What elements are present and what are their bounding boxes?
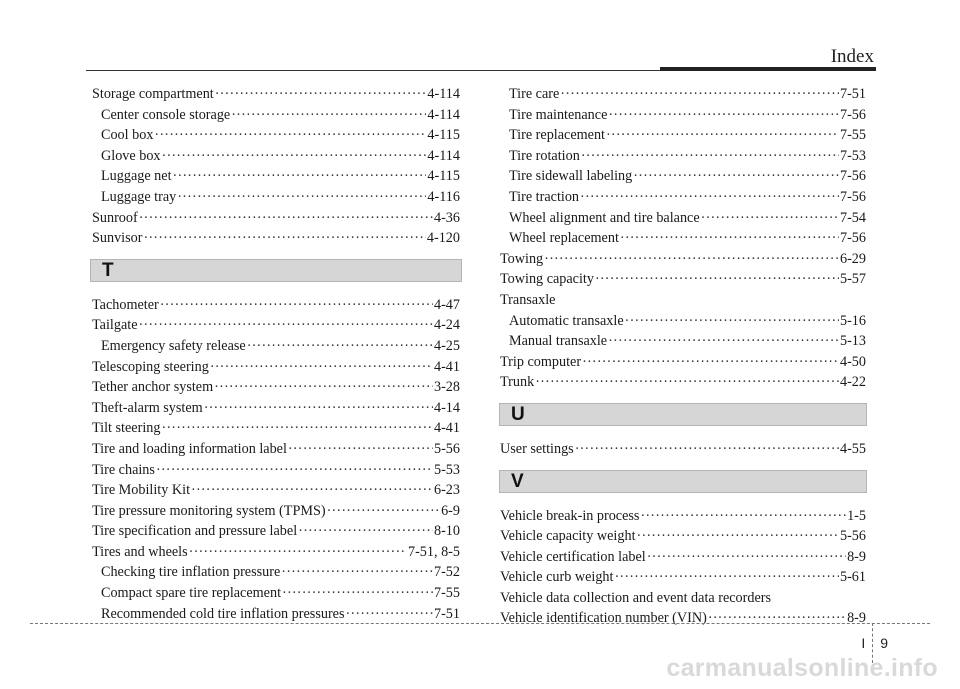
entry-page-ref: 4-22 bbox=[839, 374, 866, 391]
dot-leader bbox=[214, 377, 433, 398]
dot-leader bbox=[582, 352, 839, 373]
dot-leader bbox=[614, 567, 839, 588]
entry-label: Tire care bbox=[509, 86, 560, 102]
entry-label: Checking tire inflation pressure bbox=[101, 564, 281, 581]
entry-label: Tire replacement bbox=[509, 127, 605, 144]
dot-leader bbox=[560, 84, 839, 105]
entry-page-ref: 4-115 bbox=[427, 168, 460, 185]
index-subentry bbox=[500, 146, 866, 167]
dot-leader bbox=[620, 228, 839, 249]
dot-leader bbox=[143, 228, 425, 249]
entry-label: Tire sidewall labeling bbox=[509, 168, 633, 185]
index-entry bbox=[500, 608, 866, 629]
dot-leader bbox=[139, 208, 433, 229]
index-subentry bbox=[500, 208, 866, 229]
index-entry bbox=[92, 208, 460, 229]
dot-leader bbox=[345, 604, 433, 625]
index-entry bbox=[500, 547, 866, 568]
dot-leader bbox=[189, 542, 407, 563]
entry-label: Wheel alignment and tire balance bbox=[509, 209, 700, 226]
entry-label: Tether anchor system bbox=[92, 379, 214, 396]
dot-leader bbox=[191, 480, 433, 501]
entry-page-ref: 6-29 bbox=[839, 250, 866, 267]
entry-label: Vehicle data collection and event data recorders bbox=[500, 589, 772, 606]
entry-page-ref: 6-23 bbox=[433, 482, 460, 499]
dot-leader bbox=[701, 208, 839, 229]
entry-page-ref: 5-56 bbox=[433, 440, 460, 457]
entry-group-t-continued bbox=[500, 84, 866, 393]
index-entry bbox=[500, 249, 866, 270]
entry-label: Manual transaxle bbox=[509, 333, 608, 350]
dot-leader bbox=[162, 146, 427, 167]
entry-group-s bbox=[92, 84, 460, 249]
entry-page-ref: 4-14 bbox=[433, 399, 460, 416]
index-subentry bbox=[92, 187, 460, 208]
entry-label: Tailgate bbox=[92, 317, 138, 334]
entry-page-ref: 4-116 bbox=[427, 188, 460, 205]
entry-label: Towing capacity bbox=[500, 271, 594, 288]
dot-leader bbox=[288, 439, 433, 460]
entry-page-ref: 4-36 bbox=[433, 209, 460, 226]
index-entry bbox=[92, 357, 460, 378]
entry-label: Vehicle break-in process bbox=[500, 507, 640, 524]
dot-leader bbox=[535, 372, 839, 393]
dot-leader bbox=[606, 125, 839, 146]
index-subentry bbox=[92, 125, 460, 146]
entry-label: Tire maintenance bbox=[509, 106, 608, 123]
index-subentry bbox=[92, 146, 460, 167]
entry-page-ref: 7-54 bbox=[839, 209, 866, 226]
dot-leader bbox=[647, 547, 846, 568]
entry-label: User settings bbox=[500, 440, 574, 457]
entry-page-ref: 5-13 bbox=[839, 333, 866, 350]
watermark: carmanualsonline.info bbox=[666, 654, 938, 682]
entry-page-ref: 7-56 bbox=[839, 106, 866, 123]
dot-leader bbox=[544, 249, 839, 270]
entry-page-ref: 1-5 bbox=[847, 507, 866, 524]
entry-label: Tire chains bbox=[92, 461, 155, 478]
entry-page-ref: 7-56 bbox=[839, 230, 866, 247]
dot-leader bbox=[204, 398, 433, 419]
page-header-title: Index bbox=[830, 46, 874, 67]
page-number-value: 9 bbox=[880, 635, 888, 651]
index-entry bbox=[500, 567, 866, 588]
dot-leader bbox=[247, 336, 433, 357]
entry-page-ref: 4-114 bbox=[427, 86, 460, 102]
dot-leader bbox=[637, 526, 839, 547]
dot-leader bbox=[231, 105, 426, 126]
index-entry bbox=[92, 228, 460, 249]
dot-leader bbox=[575, 439, 839, 460]
entry-page-ref: 8-9 bbox=[847, 610, 866, 627]
dot-leader bbox=[580, 187, 839, 208]
entry-label: Vehicle identification number (VIN) bbox=[500, 610, 707, 627]
entry-group-v bbox=[500, 506, 866, 630]
entry-page-ref: 4-120 bbox=[426, 230, 460, 247]
entry-page-ref: 4-114 bbox=[427, 147, 460, 164]
index-entry bbox=[92, 501, 460, 522]
entry-page-ref: 4-24 bbox=[433, 317, 460, 334]
index-entry bbox=[500, 588, 866, 609]
entry-page-ref: 7-53 bbox=[839, 147, 866, 164]
entry-group-t bbox=[92, 295, 460, 625]
entry-label: Tire rotation bbox=[509, 147, 580, 164]
dot-leader bbox=[173, 166, 427, 187]
dot-leader bbox=[161, 418, 433, 439]
entry-label: Trip computer bbox=[500, 353, 582, 370]
entry-label: Vehicle certification label bbox=[500, 548, 646, 565]
entry-page-ref: 7-55 bbox=[839, 127, 866, 144]
footer-dashed-rule bbox=[30, 623, 930, 624]
dot-leader bbox=[633, 166, 839, 187]
entry-label: Tire Mobility Kit bbox=[92, 482, 191, 499]
entry-page-ref: 4-41 bbox=[433, 420, 460, 437]
entry-label: Cool box bbox=[101, 127, 154, 144]
entry-page-ref: 7-51, 8-5 bbox=[407, 543, 460, 560]
dot-leader bbox=[595, 269, 839, 290]
index-entry bbox=[500, 352, 866, 373]
index-entry bbox=[92, 377, 460, 398]
entry-label: Wheel replacement bbox=[509, 230, 619, 247]
entry-label: Sunvisor bbox=[92, 230, 143, 247]
entry-page-ref: 4-114 bbox=[427, 106, 460, 123]
index-subentry bbox=[500, 228, 866, 249]
index-subentry bbox=[500, 125, 866, 146]
index-subentry bbox=[92, 583, 460, 604]
index-entry bbox=[92, 398, 460, 419]
index-entry bbox=[500, 526, 866, 547]
entry-page-ref: 5-61 bbox=[839, 569, 866, 586]
index-subentry bbox=[92, 105, 460, 126]
entry-label: Tire and loading information label bbox=[92, 440, 287, 457]
index-subentry bbox=[500, 166, 866, 187]
dot-leader bbox=[281, 562, 433, 583]
section-header-u: U bbox=[499, 403, 867, 426]
entry-label: Tachometer bbox=[92, 296, 159, 313]
index-subentry bbox=[92, 166, 460, 187]
entry-label: Trunk bbox=[500, 374, 535, 391]
dot-leader bbox=[154, 125, 426, 146]
entry-label: Transaxle bbox=[500, 291, 556, 308]
entry-label: Tire specification and pressure label bbox=[92, 523, 298, 540]
dot-leader bbox=[708, 608, 846, 629]
entry-page-ref: 5-53 bbox=[433, 461, 460, 478]
index-entry bbox=[92, 439, 460, 460]
entry-label: Luggage tray bbox=[101, 188, 177, 205]
entry-label: Storage compartment bbox=[92, 86, 214, 102]
entry-page-ref: 4-55 bbox=[839, 440, 866, 457]
entry-label: Telescoping steering bbox=[92, 358, 209, 375]
index-subentry bbox=[92, 336, 460, 357]
entry-page-ref: 6-9 bbox=[441, 502, 460, 519]
index-entry bbox=[92, 542, 460, 563]
index-subentry bbox=[92, 604, 460, 625]
dot-leader bbox=[215, 84, 427, 105]
entry-page-ref: 5-56 bbox=[839, 528, 866, 545]
entry-label: Tire pressure monitoring system (TPMS) bbox=[92, 502, 326, 519]
header-rule bbox=[86, 70, 660, 71]
entry-page-ref: 8-10 bbox=[433, 523, 460, 540]
entry-page-ref: 7-56 bbox=[839, 168, 866, 185]
entry-label: Tires and wheels bbox=[92, 543, 188, 560]
index-entry bbox=[92, 480, 460, 501]
index-subentry bbox=[500, 84, 866, 105]
index-entry bbox=[92, 315, 460, 336]
entry-page-ref: 7-56 bbox=[839, 188, 866, 205]
section-header-v: V bbox=[499, 470, 867, 493]
dot-leader bbox=[608, 105, 839, 126]
entry-label: Tilt steering bbox=[92, 420, 161, 437]
entry-page-ref: 5-57 bbox=[839, 271, 866, 288]
index-entry bbox=[92, 521, 460, 542]
dot-leader bbox=[625, 311, 839, 332]
entry-page-ref: 4-50 bbox=[839, 353, 866, 370]
dot-leader bbox=[608, 331, 839, 352]
entry-page-ref: 4-47 bbox=[433, 296, 460, 313]
entry-label: Recommended cold tire inflation pressures bbox=[101, 605, 345, 622]
dot-leader bbox=[327, 501, 441, 522]
index-entry bbox=[500, 439, 866, 460]
dot-leader bbox=[298, 521, 433, 542]
entry-label: Emergency safety release bbox=[101, 337, 246, 354]
entry-label: Center console storage bbox=[101, 106, 231, 123]
index-entry bbox=[92, 295, 460, 316]
entry-page-ref: 3-28 bbox=[433, 379, 460, 396]
entry-page-ref: 7-52 bbox=[433, 564, 460, 581]
entry-label: Automatic transaxle bbox=[509, 312, 624, 329]
index-entry bbox=[92, 460, 460, 481]
dot-leader bbox=[177, 187, 426, 208]
entry-page-ref: 7-51 bbox=[839, 86, 866, 102]
entry-label: Tire traction bbox=[509, 188, 580, 205]
entry-label: Glove box bbox=[101, 147, 161, 164]
dot-leader bbox=[156, 460, 433, 481]
entry-label: Vehicle capacity weight bbox=[500, 528, 636, 545]
index-subentry bbox=[500, 105, 866, 126]
index-entry bbox=[92, 418, 460, 439]
header-rule-accent bbox=[660, 67, 876, 71]
index-entry bbox=[500, 269, 866, 290]
index-entry bbox=[500, 506, 866, 527]
dot-leader bbox=[282, 583, 433, 604]
entry-label: Towing bbox=[500, 250, 544, 267]
entry-page-ref: 4-41 bbox=[433, 358, 460, 375]
entry-label: Vehicle curb weight bbox=[500, 569, 614, 586]
section-header-t: T bbox=[90, 259, 462, 282]
index-entry bbox=[500, 372, 866, 393]
index-subentry bbox=[500, 187, 866, 208]
entry-page-ref: 7-55 bbox=[433, 585, 460, 602]
entry-page-ref: 4-25 bbox=[433, 337, 460, 354]
dot-leader bbox=[210, 357, 433, 378]
entry-group-u bbox=[500, 439, 866, 460]
index-column-left bbox=[92, 84, 460, 624]
index-subentry bbox=[500, 311, 866, 332]
dot-leader bbox=[160, 295, 433, 316]
index-subentry bbox=[92, 562, 460, 583]
index-entry bbox=[500, 290, 866, 311]
entry-page-ref: 4-115 bbox=[427, 127, 460, 144]
entry-label: Theft-alarm system bbox=[92, 399, 203, 416]
dot-leader bbox=[581, 146, 839, 167]
index-subentry bbox=[500, 331, 866, 352]
entry-label: Sunroof bbox=[92, 209, 138, 226]
index-column-right bbox=[500, 84, 866, 629]
entry-label: Compact spare tire replacement bbox=[101, 585, 282, 602]
entry-label: Luggage net bbox=[101, 168, 172, 185]
entry-page-ref: 5-16 bbox=[839, 312, 866, 329]
dot-leader bbox=[640, 506, 846, 527]
index-entry bbox=[92, 84, 460, 105]
entry-page-ref: 7-51 bbox=[433, 605, 460, 622]
section-label: I bbox=[861, 635, 866, 651]
entry-page-ref: 8-9 bbox=[847, 548, 866, 565]
dot-leader bbox=[139, 315, 433, 336]
